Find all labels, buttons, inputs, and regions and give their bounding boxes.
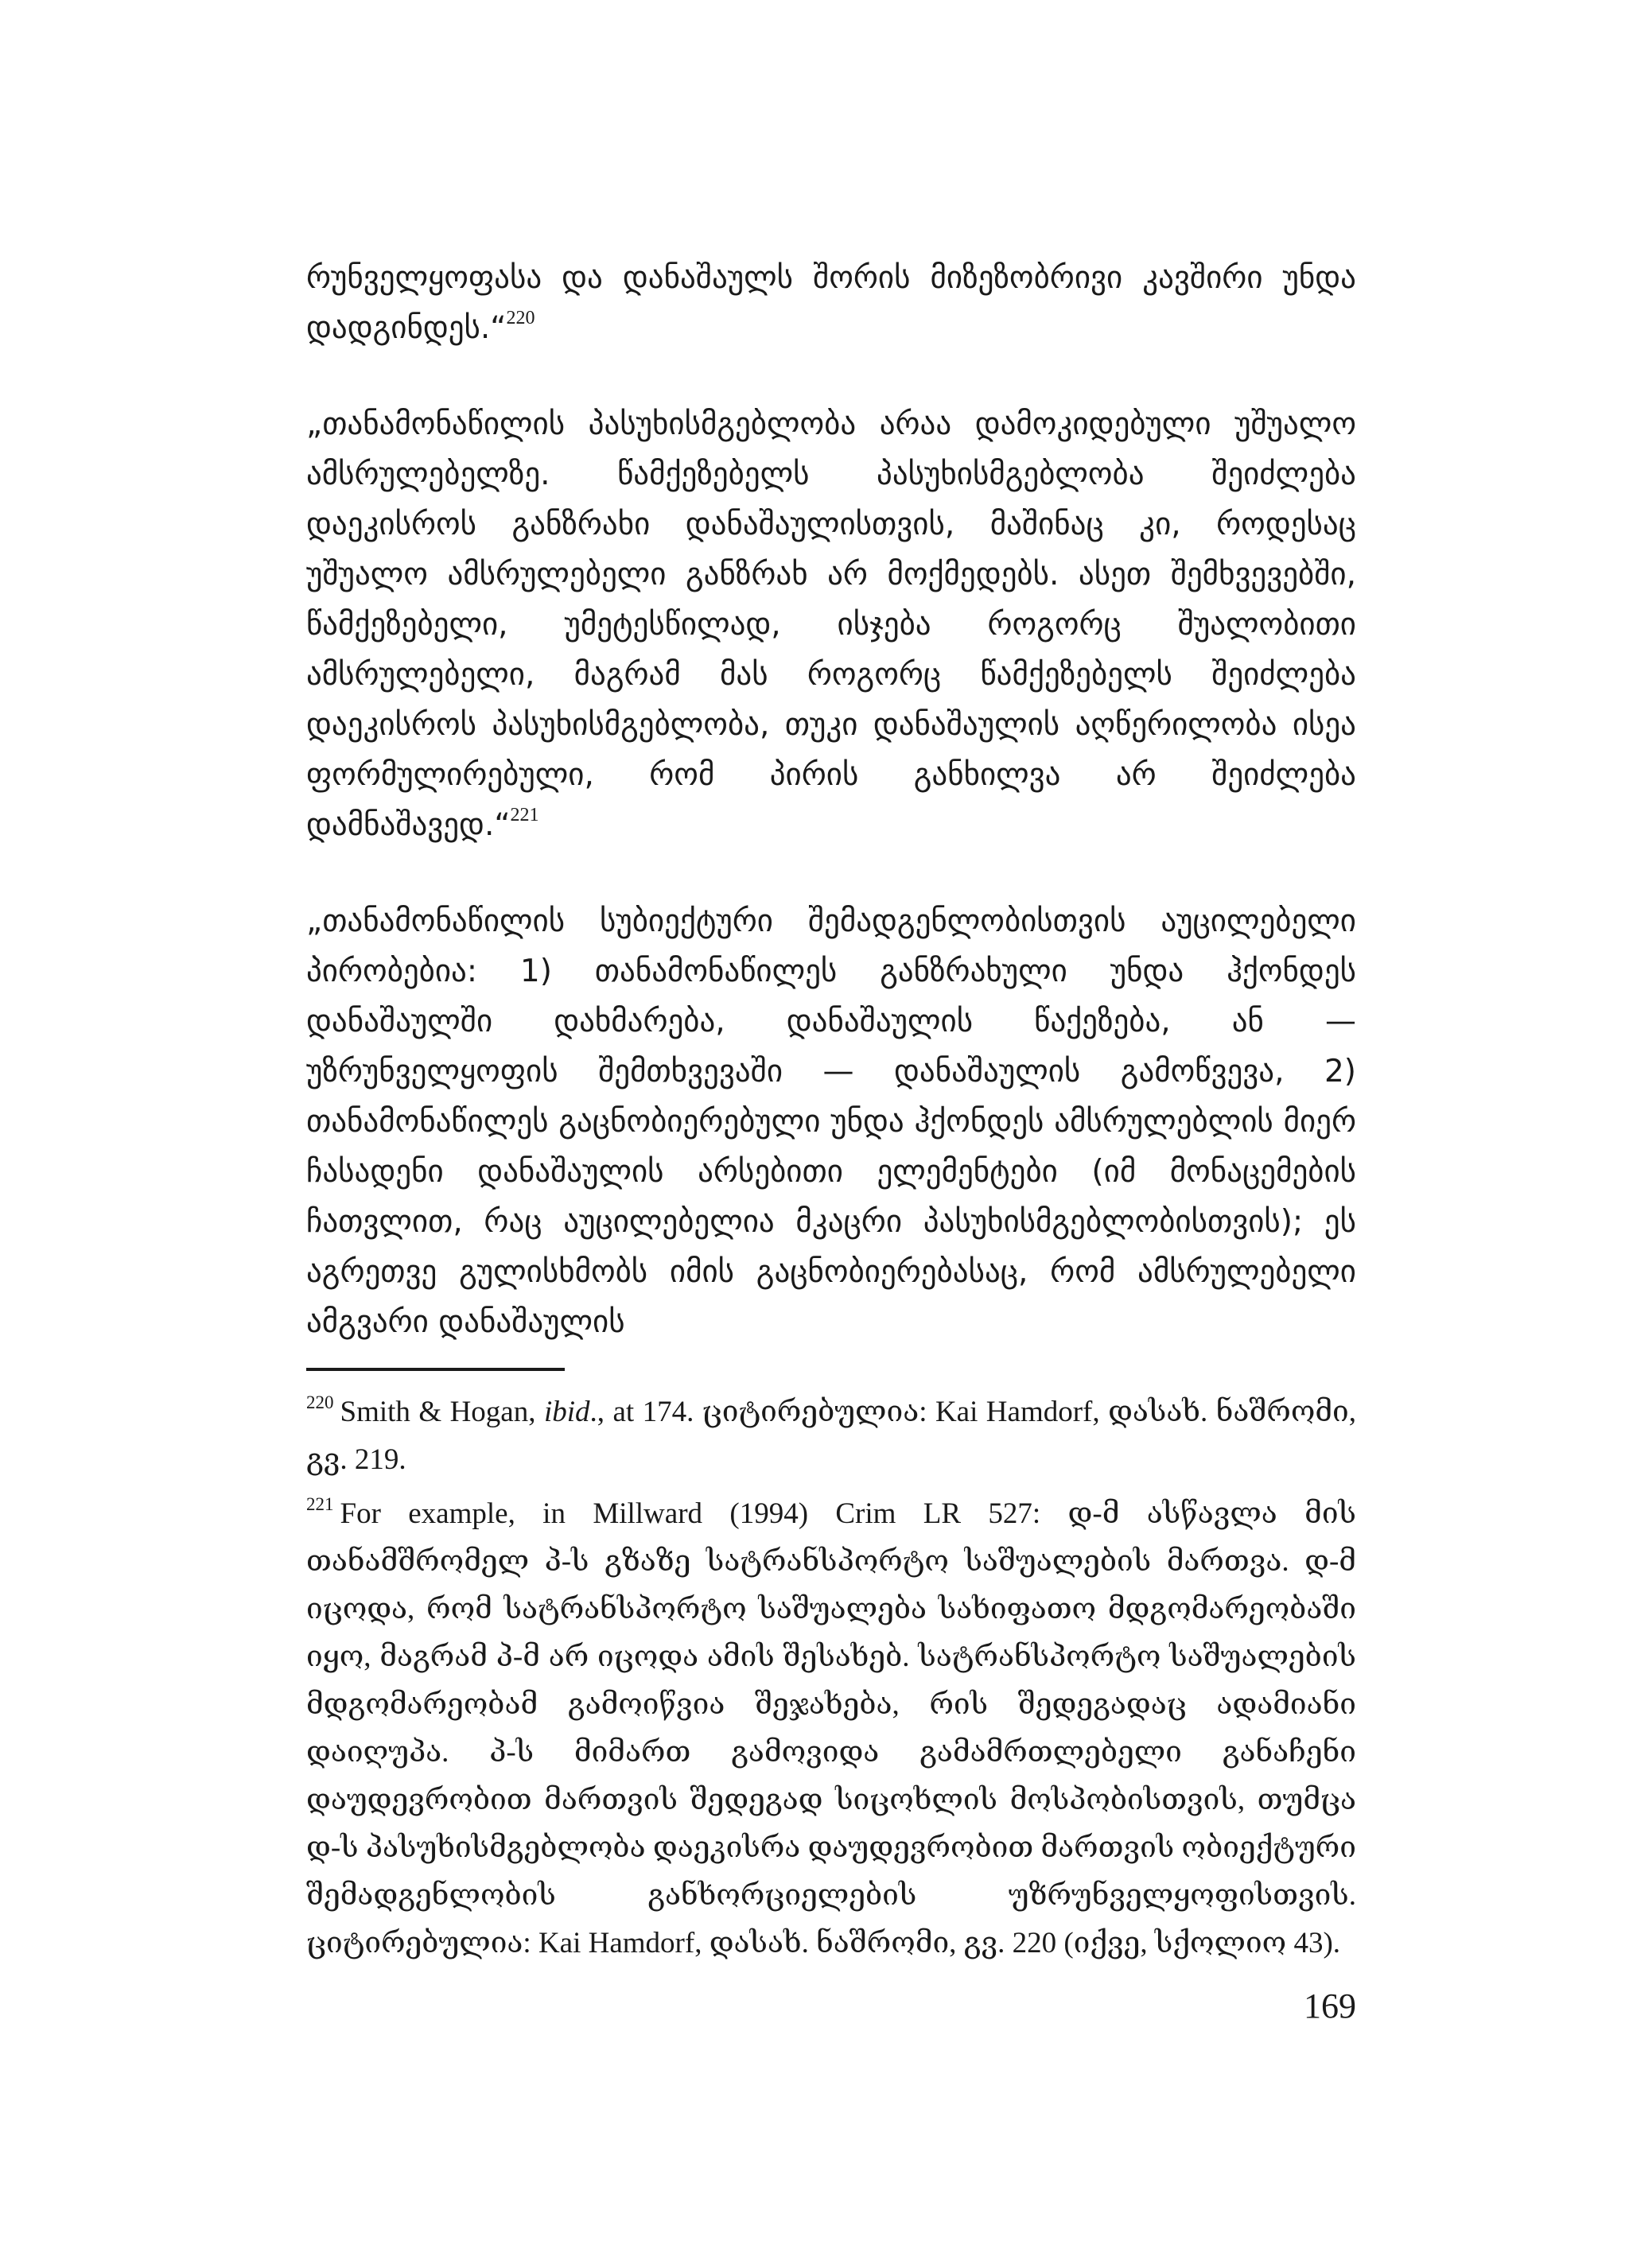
footnote-italic-text: ibid xyxy=(543,1396,590,1428)
footnote-number: 220 xyxy=(306,1392,334,1412)
paragraph-1-text: რუნველყოფასა და დანაშაულს შორის მიზეზობრივი კავშირი უნდა დადგინდეს.“ xyxy=(306,260,1356,346)
paragraph-3-text: „თანამონაწილის სუბიექტური შემადგენლობისთვის აუცილებელი პირობებია: 1) თანამონაწილეს განზრახული უნდა ჰქონდეს დანაშაულში დახმარება, დანაშაულის წაქეზება, ან — უზრუნველყოფის შემთხვევაში — დანაშაულის გამოწვევა, 2) თანამონაწილეს გაცნობიერებული უნდა ჰქონდეს ამსრულებლის მიერ ჩასადენი დანაშაულის არსებითი ელემენტები (იმ მონაცემების ჩათვლით, რაც აუცილებელია მკაცრი პასუხისმგებლობისთვის); ეს აგრეთვე გულისხმობს იმის გაცნობიერებასაც, რომ ამსრულებელი ამგვარი დანაშაულის xyxy=(306,903,1356,1340)
page-content xyxy=(306,239,1356,1974)
footnote-221 xyxy=(306,1490,1356,1967)
footnote-text-cont: ., at 174. ციტირებულია: Kai Hamdorf, დასახ. ნაშრომი, გვ. 219. xyxy=(306,1396,1356,1476)
footnote-ref-220: 220 xyxy=(506,308,535,328)
footnote-text: Smith & Hogan, xyxy=(340,1396,544,1428)
footnote-text: For example, in Millward (1994) Crim LR 527: დ-მ ასწავლა მის თანამშრომელ პ-ს გზაზე სატრანსპორტო საშუალების მართვა. დ-მ იცოდა, რომ სატრანსპორტო საშუალება სახიფათო მდგომარეობაში იყო, მაგრამ პ-მ არ იცოდა ამის შესახებ. სატრანსპორტო საშუალების მდგომარეობამ გამოიწვია შეჯახება, რის შედეგადაც ადამიანი დაიღუპა. პ-ს მიმართ გამოვიდა გამამრთლებელი განაჩენი დაუდევრობით მართვის შედეგად სიცოხლის მოსპობისთვის, თუმცა დ-ს პასუხისმგებლობა დაეკისრა დაუდევრობით მართვის ობიექტური შემადგენლობის განხორციელების უზრუნველყოფისთვის. ციტირებულია: Kai Hamdorf, დასახ. ნაშრომი, გვ. 220 (იქვე, სქოლიო 43). xyxy=(306,1497,1356,1959)
footnote-separator xyxy=(306,1368,565,1371)
footnote-220 xyxy=(306,1388,1356,1484)
paragraph-2-text: „თანამონაწილის პასუხისმგებლობა არაა დამოკიდებული უშუალო ამსრულებელზე. წამქეზებელს პასუხისმგებლობა შეიძლება დაეკისროს განზრახი დანაშაულისთვის, მაშინაც კი, როდესაც უშუალო ამსრულებელი განზრახ არ მოქმედებს. ასეთ შემხვევებში, წამქეზებელი, უმეტესწილად, ისჯება როგორც შუალობითი ამსრულებელი, მაგრამ მას როგორც წამქეზებელს შეიძლება დაეკისროს პასუხისმგებლობა, თუკი დანაშაულის აღწერილობა ისეა ფორმულირებული, რომ პირის განხილვა არ შეიძლება დამნაშავედ.“ xyxy=(306,406,1356,843)
body-paragraph-2 xyxy=(306,399,1356,850)
footnote-number: 221 xyxy=(306,1494,334,1514)
body-paragraph-3 xyxy=(306,896,1356,1347)
body-paragraph-1 xyxy=(306,253,1356,353)
footnote-ref-221: 221 xyxy=(510,805,539,825)
page-number: 169 xyxy=(1304,1986,1356,2025)
